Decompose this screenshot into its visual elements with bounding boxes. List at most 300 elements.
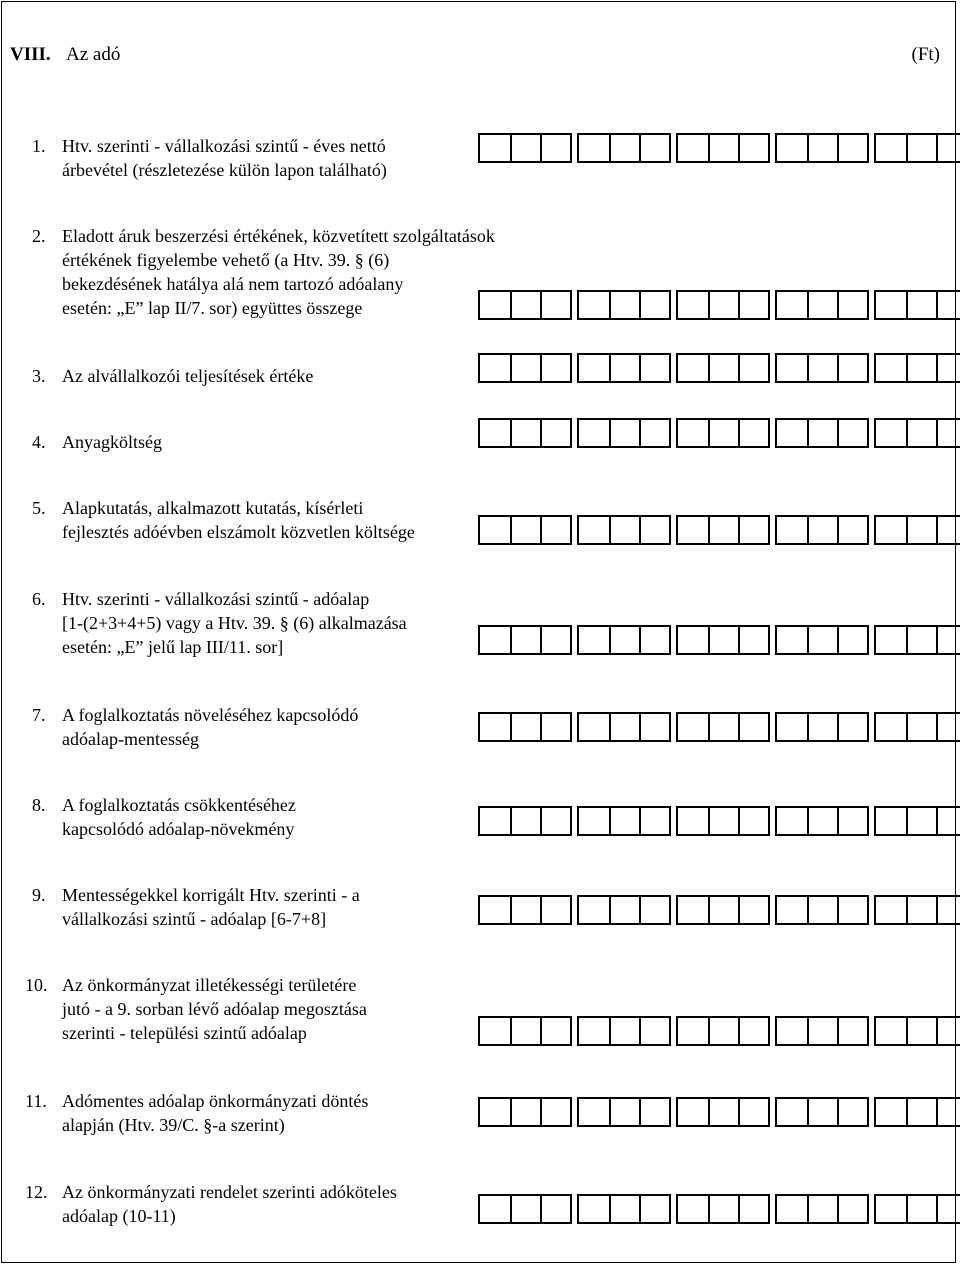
digit-cell[interactable] [876, 714, 906, 740]
digit-cell[interactable] [480, 355, 510, 381]
row-label-line: Az önkormányzati rendelet szerinti adóköteles [62, 1182, 397, 1202]
digit-cell[interactable] [777, 517, 807, 543]
digit-cell[interactable] [678, 808, 708, 834]
digit-group [775, 625, 869, 655]
digit-cell[interactable] [807, 135, 837, 161]
row-number: 6. [32, 589, 46, 609]
digit-cell[interactable] [738, 1099, 768, 1125]
digit-cell[interactable] [807, 355, 837, 381]
digit-cell[interactable] [609, 897, 639, 923]
digit-cell[interactable] [480, 1196, 510, 1222]
digit-cell[interactable] [936, 808, 960, 834]
row-number: 2. [32, 226, 46, 246]
digit-group [874, 290, 960, 320]
digit-cell[interactable] [708, 1018, 738, 1044]
digit-group [676, 806, 770, 836]
row-label [62, 793, 296, 841]
digit-cell[interactable] [579, 1196, 609, 1222]
digit-cell[interactable] [579, 808, 609, 834]
digit-cell[interactable] [708, 714, 738, 740]
digit-cell[interactable] [579, 420, 609, 446]
digit-cell[interactable] [480, 714, 510, 740]
row-label-line: alapján (Htv. 39/C. §-a szerint) [62, 1115, 285, 1135]
digit-cell[interactable] [876, 420, 906, 446]
digit-group [478, 290, 572, 320]
digit-cell[interactable] [609, 420, 639, 446]
digit-cell[interactable] [777, 808, 807, 834]
digit-cell[interactable] [708, 517, 738, 543]
digit-group [577, 1194, 671, 1224]
digit-cell[interactable] [480, 1099, 510, 1125]
digit-cell[interactable] [837, 517, 867, 543]
digit-cell[interactable] [480, 420, 510, 446]
digit-cell[interactable] [906, 897, 936, 923]
digit-cell[interactable] [678, 420, 708, 446]
row-label-line: szerinti - települési szintű adóalap [62, 1023, 307, 1043]
digit-cell[interactable] [510, 1018, 540, 1044]
digit-cell[interactable] [876, 897, 906, 923]
digit-group [676, 418, 770, 448]
digit-group [775, 133, 869, 163]
digit-cell[interactable] [609, 135, 639, 161]
row-number: 4. [32, 432, 46, 452]
digit-cell[interactable] [807, 1099, 837, 1125]
digit-cell[interactable] [678, 627, 708, 653]
digit-cell[interactable] [510, 1196, 540, 1222]
digit-group [775, 418, 869, 448]
digit-cell[interactable] [807, 627, 837, 653]
digit-cell[interactable] [876, 1196, 906, 1222]
amount-digit-boxes [478, 1016, 960, 1046]
row-number: 5. [32, 498, 46, 518]
digit-cell[interactable] [540, 897, 570, 923]
row-label-line: Htv. szerinti - vállalkozási szintű - éves nettó [62, 136, 386, 156]
digit-cell[interactable] [906, 1099, 936, 1125]
digit-cell[interactable] [738, 627, 768, 653]
digit-cell[interactable] [639, 808, 669, 834]
digit-cell[interactable] [639, 135, 669, 161]
digit-cell[interactable] [639, 292, 669, 318]
row-number: 11. [25, 1091, 47, 1111]
digit-cell[interactable] [510, 355, 540, 381]
digit-cell[interactable] [609, 517, 639, 543]
digit-cell[interactable] [837, 627, 867, 653]
digit-cell[interactable] [639, 714, 669, 740]
digit-cell[interactable] [936, 627, 960, 653]
row-label [62, 973, 367, 1045]
digit-group [478, 353, 572, 383]
digit-cell[interactable] [678, 517, 708, 543]
digit-cell[interactable] [807, 292, 837, 318]
row-label-line: kapcsolódó adóalap-növekmény [62, 819, 295, 839]
digit-cell[interactable] [579, 714, 609, 740]
digit-cell[interactable] [480, 627, 510, 653]
digit-cell[interactable] [738, 808, 768, 834]
digit-cell[interactable] [708, 627, 738, 653]
digit-cell[interactable] [510, 627, 540, 653]
digit-cell[interactable] [906, 1018, 936, 1044]
row-number: 8. [32, 795, 46, 815]
digit-cell[interactable] [639, 627, 669, 653]
digit-cell[interactable] [678, 714, 708, 740]
digit-cell[interactable] [510, 135, 540, 161]
amount-digit-boxes [478, 515, 960, 545]
digit-cell[interactable] [906, 420, 936, 446]
row-number: 3. [32, 366, 46, 386]
digit-cell[interactable] [540, 714, 570, 740]
digit-cell[interactable] [609, 714, 639, 740]
row-label [62, 496, 415, 544]
amount-digit-boxes [478, 806, 960, 836]
digit-cell[interactable] [777, 627, 807, 653]
digit-cell[interactable] [807, 808, 837, 834]
digit-cell[interactable] [777, 1099, 807, 1125]
digit-cell[interactable] [777, 355, 807, 381]
digit-cell[interactable] [708, 897, 738, 923]
digit-group [577, 1016, 671, 1046]
row-number: 9. [32, 885, 46, 905]
digit-cell[interactable] [837, 808, 867, 834]
digit-cell[interactable] [837, 1018, 867, 1044]
row-label-line: Az önkormányzat illetékességi területére [62, 975, 357, 995]
row-label-line: Alapkutatás, alkalmazott kutatás, kísérleti [62, 498, 364, 518]
row-label-line: adóalap-mentesség [62, 729, 199, 749]
digit-cell[interactable] [906, 292, 936, 318]
digit-cell[interactable] [876, 627, 906, 653]
digit-group [577, 895, 671, 925]
digit-cell[interactable] [837, 420, 867, 446]
amount-digit-boxes [478, 1194, 960, 1224]
digit-cell[interactable] [738, 292, 768, 318]
digit-group [676, 290, 770, 320]
digit-cell[interactable] [936, 1099, 960, 1125]
digit-cell[interactable] [579, 517, 609, 543]
digit-group [775, 290, 869, 320]
digit-group [874, 353, 960, 383]
digit-cell[interactable] [906, 1196, 936, 1222]
digit-cell[interactable] [936, 1196, 960, 1222]
amount-digit-boxes [478, 290, 960, 320]
row-label [62, 1089, 368, 1137]
digit-cell[interactable] [936, 355, 960, 381]
digit-cell[interactable] [639, 1196, 669, 1222]
digit-cell[interactable] [579, 1099, 609, 1125]
digit-cell[interactable] [807, 1018, 837, 1044]
digit-cell[interactable] [837, 1099, 867, 1125]
digit-cell[interactable] [540, 808, 570, 834]
digit-cell[interactable] [708, 355, 738, 381]
digit-cell[interactable] [540, 292, 570, 318]
digit-cell[interactable] [540, 627, 570, 653]
digit-cell[interactable] [708, 135, 738, 161]
row-label-line: fejlesztés adóévben elszámolt közvetlen költsége [62, 522, 415, 542]
digit-cell[interactable] [708, 1196, 738, 1222]
digit-group [676, 1194, 770, 1224]
digit-cell[interactable] [876, 1018, 906, 1044]
section-number: VIII. [10, 44, 51, 65]
digit-group [775, 353, 869, 383]
digit-cell[interactable] [678, 135, 708, 161]
row-label-line: esetén: „E” lap II/7. sor) együttes összege [62, 298, 363, 318]
row-label-line: adóalap (10-11) [62, 1206, 176, 1226]
row-label [62, 224, 495, 320]
row-number: 7. [32, 705, 46, 725]
digit-cell[interactable] [609, 292, 639, 318]
digit-group [775, 712, 869, 742]
row-label-line: árbevétel (részletezése külön lapon található) [62, 160, 387, 180]
digit-cell[interactable] [738, 1196, 768, 1222]
digit-cell[interactable] [609, 1099, 639, 1125]
digit-cell[interactable] [876, 808, 906, 834]
digit-group [874, 625, 960, 655]
row-label-line: Anyagköltség [62, 432, 162, 452]
digit-cell[interactable] [639, 1099, 669, 1125]
digit-cell[interactable] [936, 292, 960, 318]
digit-group [874, 1097, 960, 1127]
digit-cell[interactable] [480, 135, 510, 161]
row-label-line: jutó - a 9. sorban lévő adóalap megosztása [62, 999, 367, 1019]
digit-group [874, 1016, 960, 1046]
digit-group [874, 418, 960, 448]
digit-group [577, 515, 671, 545]
digit-cell[interactable] [876, 292, 906, 318]
digit-group [577, 625, 671, 655]
digit-cell[interactable] [540, 1018, 570, 1044]
digit-cell[interactable] [639, 897, 669, 923]
digit-cell[interactable] [579, 135, 609, 161]
digit-cell[interactable] [837, 897, 867, 923]
digit-cell[interactable] [936, 420, 960, 446]
digit-cell[interactable] [906, 714, 936, 740]
amount-digit-boxes [478, 895, 960, 925]
digit-group [577, 806, 671, 836]
digit-group [775, 1097, 869, 1127]
digit-cell[interactable] [936, 897, 960, 923]
row-label-line: Adómentes adóalap önkormányzati döntés [62, 1091, 369, 1111]
digit-group [478, 806, 572, 836]
digit-group [676, 515, 770, 545]
digit-group [478, 1097, 572, 1127]
digit-cell[interactable] [708, 420, 738, 446]
digit-cell[interactable] [609, 1196, 639, 1222]
digit-cell[interactable] [540, 517, 570, 543]
row-label [62, 703, 358, 751]
digit-cell[interactable] [837, 714, 867, 740]
digit-cell[interactable] [777, 292, 807, 318]
digit-cell[interactable] [480, 1018, 510, 1044]
digit-cell[interactable] [876, 355, 906, 381]
row-label-line: A foglalkoztatás csökkentéséhez [62, 795, 296, 815]
row-label [62, 364, 313, 388]
digit-cell[interactable] [777, 1018, 807, 1044]
digit-cell[interactable] [510, 517, 540, 543]
digit-cell[interactable] [678, 1099, 708, 1125]
row-label [62, 430, 162, 454]
digit-cell[interactable] [639, 517, 669, 543]
digit-cell[interactable] [678, 355, 708, 381]
digit-cell[interactable] [906, 627, 936, 653]
digit-group [676, 1097, 770, 1127]
digit-group [478, 1194, 572, 1224]
digit-cell[interactable] [906, 135, 936, 161]
digit-group [676, 133, 770, 163]
amount-digit-boxes [478, 625, 960, 655]
digit-cell[interactable] [738, 135, 768, 161]
digit-cell[interactable] [579, 1018, 609, 1044]
digit-cell[interactable] [708, 808, 738, 834]
amount-digit-boxes [478, 712, 960, 742]
digit-cell[interactable] [480, 517, 510, 543]
digit-cell[interactable] [639, 420, 669, 446]
digit-cell[interactable] [678, 897, 708, 923]
digit-cell[interactable] [510, 292, 540, 318]
digit-cell[interactable] [837, 135, 867, 161]
digit-group [478, 625, 572, 655]
digit-cell[interactable] [609, 355, 639, 381]
digit-cell[interactable] [510, 1099, 540, 1125]
digit-cell[interactable] [510, 808, 540, 834]
row-label-line: A foglalkoztatás növeléséhez kapcsolódó [62, 705, 359, 725]
digit-cell[interactable] [540, 1099, 570, 1125]
digit-group [577, 290, 671, 320]
amount-digit-boxes [478, 418, 960, 448]
row-number: 12. [25, 1182, 48, 1202]
digit-group [478, 418, 572, 448]
digit-cell[interactable] [738, 517, 768, 543]
digit-group [775, 1016, 869, 1046]
digit-cell[interactable] [708, 292, 738, 318]
digit-group [676, 1016, 770, 1046]
digit-cell[interactable] [738, 355, 768, 381]
row-number: 10. [25, 975, 48, 995]
amount-digit-boxes [478, 1097, 960, 1127]
digit-cell[interactable] [906, 355, 936, 381]
row-number: 1. [32, 136, 46, 156]
digit-cell[interactable] [579, 627, 609, 653]
digit-cell[interactable] [837, 292, 867, 318]
digit-cell[interactable] [609, 627, 639, 653]
digit-group [676, 625, 770, 655]
section-title: Az adó [66, 44, 121, 65]
digit-cell[interactable] [540, 420, 570, 446]
digit-cell[interactable] [639, 355, 669, 381]
digit-cell[interactable] [480, 292, 510, 318]
digit-group [676, 895, 770, 925]
digit-group [478, 895, 572, 925]
digit-cell[interactable] [579, 292, 609, 318]
row-label-line: bekezdésének hatálya alá nem tartozó adóalany [62, 274, 404, 294]
digit-cell[interactable] [480, 897, 510, 923]
digit-cell[interactable] [876, 135, 906, 161]
row-label-line: értékének figyelembe vehető (a Htv. 39. § (6) [62, 250, 390, 270]
digit-cell[interactable] [480, 808, 510, 834]
digit-cell[interactable] [609, 1018, 639, 1044]
digit-cell[interactable] [540, 1196, 570, 1222]
row-label-line: vállalkozási szintű - adóalap [6-7+8] [62, 909, 327, 929]
digit-cell[interactable] [876, 1099, 906, 1125]
digit-cell[interactable] [936, 517, 960, 543]
row-label-line: Eladott áruk beszerzési értékének, közvetített szolgáltatások [62, 226, 495, 246]
digit-cell[interactable] [639, 1018, 669, 1044]
digit-cell[interactable] [510, 897, 540, 923]
digit-group [478, 712, 572, 742]
digit-group [775, 895, 869, 925]
digit-cell[interactable] [777, 135, 807, 161]
digit-cell[interactable] [777, 1196, 807, 1222]
digit-group [577, 712, 671, 742]
digit-cell[interactable] [936, 714, 960, 740]
digit-group [577, 353, 671, 383]
digit-cell[interactable] [738, 420, 768, 446]
row-label-line: Htv. szerinti - vállalkozási szintű - adóalap [62, 589, 370, 609]
digit-group [874, 133, 960, 163]
digit-group [775, 1194, 869, 1224]
row-label [62, 1180, 397, 1228]
digit-group [775, 806, 869, 836]
digit-group [874, 1194, 960, 1224]
digit-group [577, 1097, 671, 1127]
digit-cell[interactable] [837, 1196, 867, 1222]
currency-unit: (Ft) [911, 44, 940, 65]
digit-cell[interactable] [678, 1018, 708, 1044]
digit-group [577, 418, 671, 448]
digit-group [874, 895, 960, 925]
digit-cell[interactable] [510, 714, 540, 740]
digit-cell[interactable] [807, 420, 837, 446]
digit-group [874, 515, 960, 545]
digit-cell[interactable] [777, 714, 807, 740]
digit-cell[interactable] [579, 355, 609, 381]
digit-cell[interactable] [738, 1018, 768, 1044]
digit-cell[interactable] [678, 292, 708, 318]
digit-group [676, 712, 770, 742]
digit-group [478, 1016, 572, 1046]
digit-group [874, 712, 960, 742]
digit-cell[interactable] [807, 517, 837, 543]
digit-cell[interactable] [936, 135, 960, 161]
digit-cell[interactable] [738, 714, 768, 740]
amount-digit-boxes [478, 133, 960, 163]
digit-cell[interactable] [807, 714, 837, 740]
digit-cell[interactable] [708, 1099, 738, 1125]
digit-cell[interactable] [876, 517, 906, 543]
digit-cell[interactable] [579, 897, 609, 923]
digit-cell[interactable] [837, 355, 867, 381]
row-label-line: esetén: „E” jelű lap III/11. sor] [62, 637, 284, 657]
digit-cell[interactable] [906, 517, 936, 543]
row-label-line: [1-(2+3+4+5) vagy a Htv. 39. § (6) alkalmazása [62, 613, 407, 633]
digit-group [478, 515, 572, 545]
digit-cell[interactable] [936, 1018, 960, 1044]
digit-cell[interactable] [510, 420, 540, 446]
digit-cell[interactable] [777, 897, 807, 923]
digit-group [676, 353, 770, 383]
digit-cell[interactable] [678, 1196, 708, 1222]
digit-cell[interactable] [738, 897, 768, 923]
digit-cell[interactable] [807, 1196, 837, 1222]
digit-cell[interactable] [609, 808, 639, 834]
row-label-line: Mentességekkel korrigált Htv. szerinti - a [62, 885, 360, 905]
digit-group [775, 515, 869, 545]
digit-cell[interactable] [807, 897, 837, 923]
digit-cell[interactable] [777, 420, 807, 446]
row-label-line: Az alvállalkozói teljesítések értéke [62, 366, 314, 386]
digit-cell[interactable] [906, 808, 936, 834]
digit-group [478, 133, 572, 163]
digit-cell[interactable] [540, 355, 570, 381]
digit-cell[interactable] [540, 135, 570, 161]
row-label [62, 587, 407, 659]
